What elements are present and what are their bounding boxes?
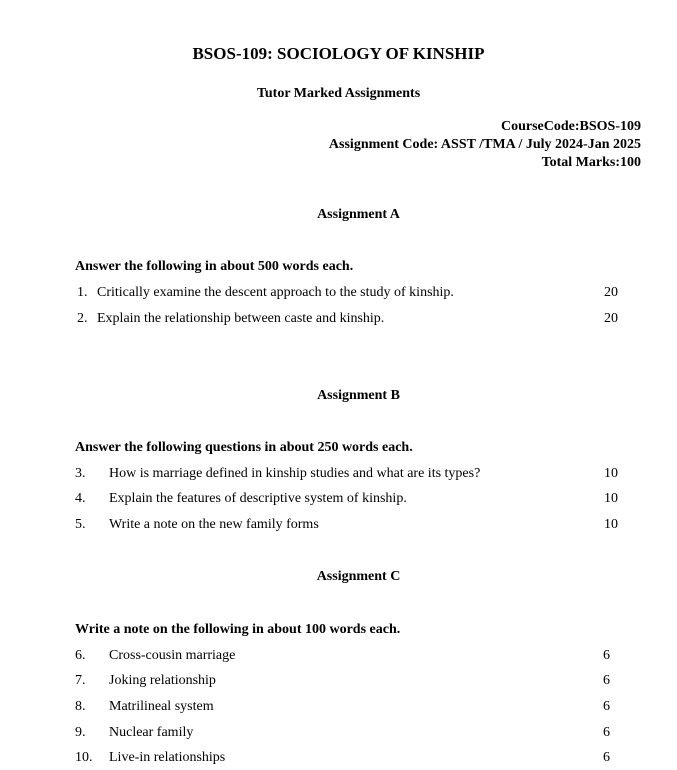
document-subtitle: Tutor Marked Assignments [256, 86, 421, 101]
question-text: Cross-cousin marriage [109, 648, 236, 663]
question-number: 5. [75, 517, 86, 532]
question-marks: 10 [604, 491, 618, 506]
question-number: 9. [75, 725, 86, 740]
section-title-c: Assignment C [316, 569, 401, 584]
question-text: Live-in relationships [109, 750, 226, 765]
question-text: Write a note on the new family forms [109, 517, 319, 532]
question-marks: 10 [604, 466, 618, 481]
question-number: 8. [75, 699, 86, 714]
section-instruction-c: Write a note on the following in about 100 words each. [75, 622, 401, 637]
question-marks: 6 [603, 699, 610, 714]
question-number: 7. [75, 673, 86, 688]
course-code: CourseCode:BSOS-109 [500, 119, 641, 134]
question-marks: 20 [604, 285, 618, 300]
question-text: Critically examine the descent approach to the study of kinship. [97, 285, 454, 300]
question-marks: 6 [603, 648, 610, 663]
question-marks: 10 [604, 517, 618, 532]
question-text: Explain the features of descriptive system of kinship. [109, 491, 407, 506]
question-number: 3. [75, 466, 86, 481]
question-marks: 6 [603, 673, 610, 688]
question-number: 4. [75, 491, 86, 506]
assignment-code: Assignment Code: ASST /TMA / July 2024-Jan 2025 [328, 137, 641, 152]
section-instruction-b: Answer the following questions in about 250 words each. [75, 440, 413, 455]
question-marks: 6 [603, 725, 610, 740]
question-marks: 20 [604, 311, 618, 326]
section-title-b: Assignment B [317, 388, 400, 403]
section-instruction-a: Answer the following in about 500 words each. [75, 259, 354, 274]
question-text: Nuclear family [109, 725, 194, 740]
total-marks: Total Marks:100 [541, 155, 641, 170]
question-marks: 6 [603, 750, 610, 765]
question-number: 10. [75, 750, 93, 765]
question-number: 2. [77, 311, 88, 326]
question-number: 6. [75, 648, 86, 663]
question-text: Explain the relationship between caste and kinship. [97, 311, 385, 326]
document-title: BSOS-109: SOCIOLOGY OF KINSHIP [192, 44, 485, 63]
question-text: Matrilineal system [109, 699, 214, 714]
question-text: How is marriage defined in kinship studies and what are its types? [109, 466, 481, 481]
question-number: 1. [77, 285, 88, 300]
section-title-a: Assignment A [317, 207, 400, 222]
question-text: Joking relationship [109, 673, 216, 688]
